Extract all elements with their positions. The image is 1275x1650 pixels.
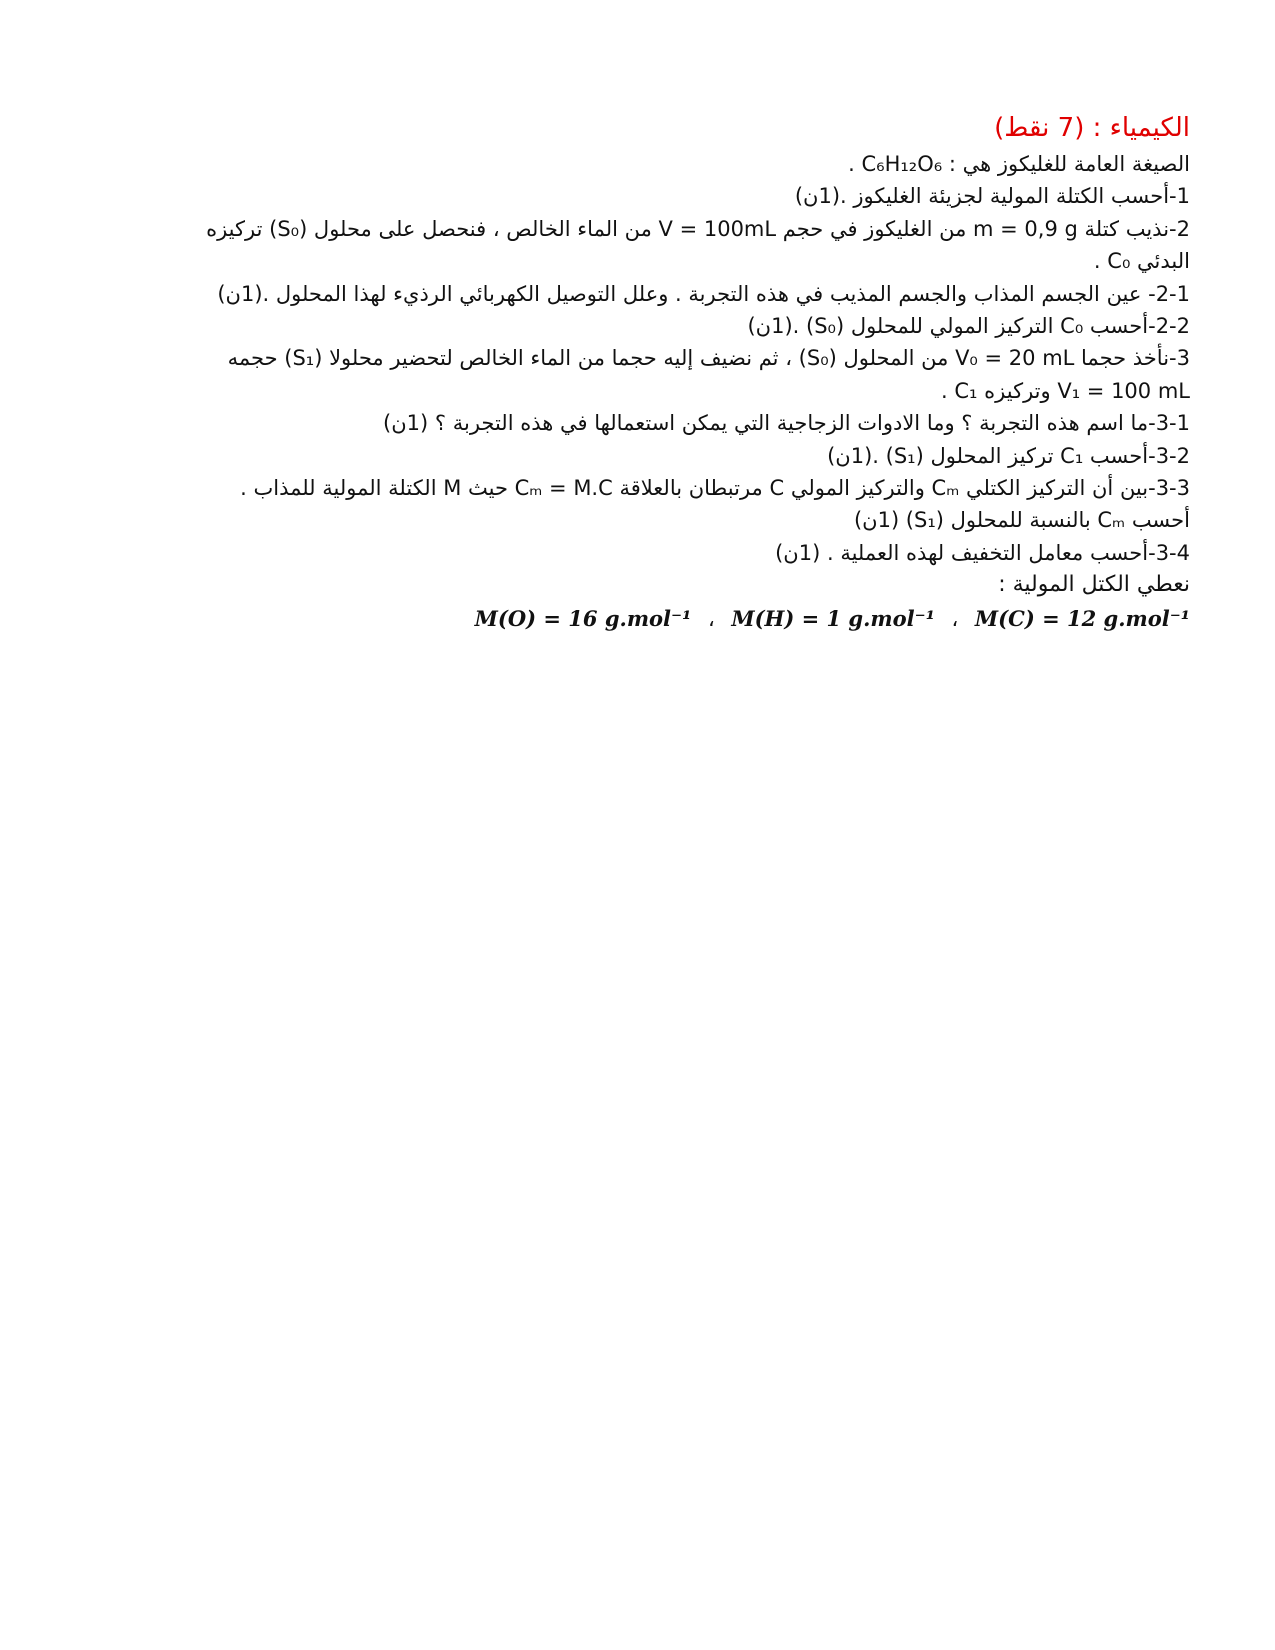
- molar-mass-hydrogen: M(H) = 1 g.mol⁻¹: [731, 606, 935, 632]
- glucose-formula-line: الصيغة العامة للغليكوز هي : C₆H₁₂O₆ .: [848, 152, 1190, 176]
- question-3-1: 3-1-ما اسم هذه التجربة ؟ وما الادوات الزجاجية التي يمكن استعمالها في هذه التجربة ؟ (1ن): [383, 411, 1190, 436]
- molar-mass-carbon: M(C) = 12 g.mol⁻¹: [974, 606, 1190, 632]
- molar-masses-label: نعطي الكتل المولية :: [998, 572, 1190, 598]
- question-3-2: 3-2-أحسب C₁ تركيز المحلول (S₁) .(1ن): [827, 443, 1190, 468]
- question-3-continued: V₁ = 100 mL وتركيزه C₁ .: [941, 378, 1190, 403]
- question-3-4: 3-4-أحسب معامل التخفيف لهذه العملية . (1ن): [775, 540, 1190, 565]
- section-title: الكيمياء : (7 نقط): [994, 113, 1190, 143]
- question-1: 1-أحسب الكتلة المولية لجزيئة الغليكوز .(1ن): [794, 184, 1190, 209]
- question-2-1: 2-1- عين الجسم المذاب والجسم المذيب في هذه التجربة . وعلل التوصيل الكهربائي الرذيء لهذا المحلول .(1ن): [217, 281, 1190, 306]
- separator-2: ،: [951, 607, 959, 632]
- exercise-sheet: [100, 108, 1190, 637]
- question-3: 3-نأخذ حجما V₀ = 20 mL من المحلول (S₀) ، ثم نضيف إليه حجما من الماء الخالص لتحضير محلولا (S₁) حجمه: [227, 346, 1190, 371]
- molar-mass-oxygen: M(O) = 16 g.mol⁻¹: [474, 606, 692, 632]
- question-3-3-continued: أحسب Cₘ بالنسبة للمحلول (S₁) (1ن): [853, 508, 1190, 533]
- question-2-2: 2-2-أحسب C₀ التركيز المولي للمحلول (S₀) .(1ن): [747, 314, 1190, 339]
- separator-1: ،: [707, 607, 715, 632]
- molar-masses-values: [100, 601, 1190, 637]
- question-3-3: 3-3-بين أن التركيز الكتلي Cₘ والتركيز المولي C مرتبطان بالعلاقة Cₘ = M.C حيث M الكتلة المولية للمذاب .: [240, 476, 1190, 501]
- question-2-continued: البدئي C₀ .: [1093, 249, 1190, 274]
- question-2: 2-نذيب كتلة m = 0,9 g من الغليكوز في حجم V = 100mL من الماء الخالص ، فنحصل على محلول (S₀) تركيزه: [206, 216, 1190, 241]
